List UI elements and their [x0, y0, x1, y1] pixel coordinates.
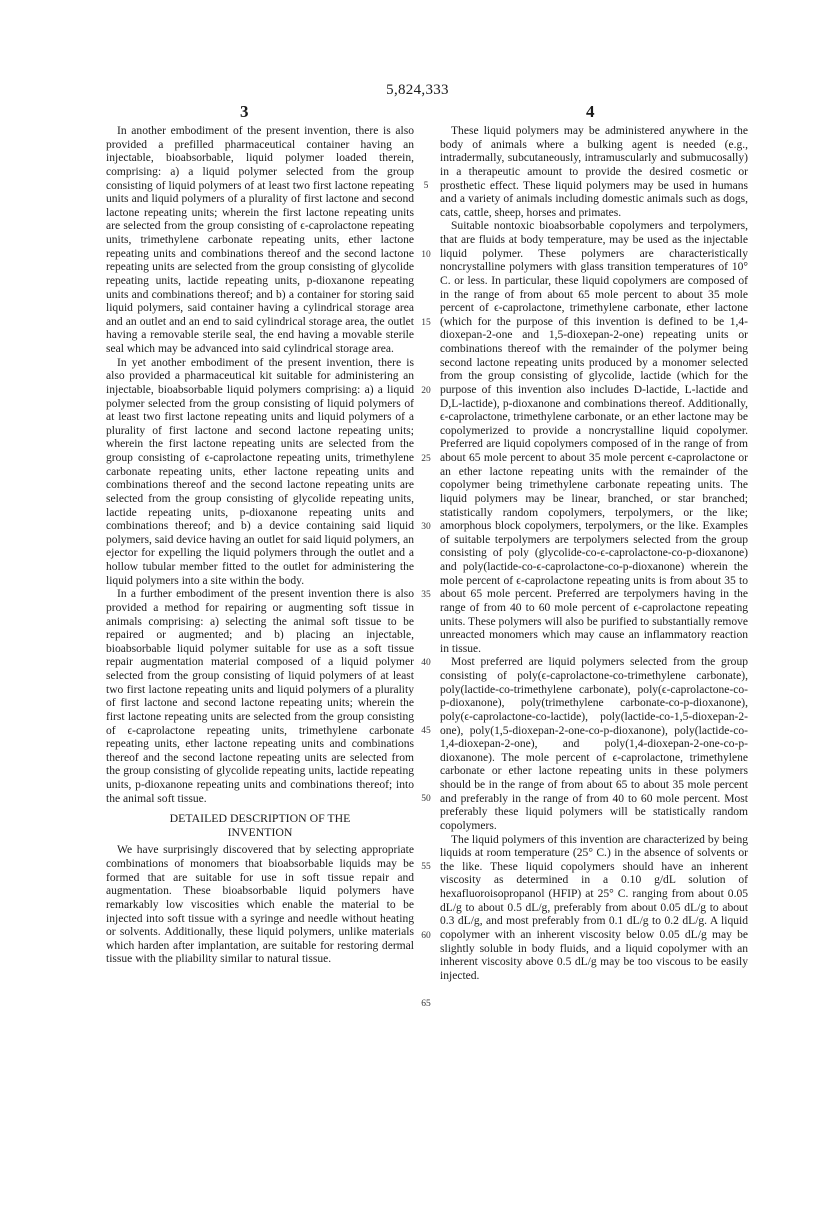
left-column: [106, 125, 414, 967]
heading-line: INVENTION: [227, 824, 293, 839]
line-number: 20: [421, 385, 431, 396]
paragraph: Most preferred are liquid polymers selected from the group consisting of poly(ϵ-caprolactone-co-trimethylene carbonate), poly(lactide-co-trimethylene carbonate), poly(ϵ-caprolactone-co-p-dioxanone), poly(trimethylene carbonate-co-p-dioxanone), poly(ϵ-caprolactone-co-lactide), poly(lactide-co-1,5-dioxepan-2-one), poly(1,5-dioxepan-2-one-co-p-dioxanone), poly(lactide-co-1,4-dioxepan-2-one), and poly(1,4-dioxepan-2-one-co-p-dioxanone). The mole percent of ϵ-caprolactone, trimethylene carbonate or ether lactone repeating units in these polymers should be in the range of from about 65 to about 35 mole percent and preferably in the range of from 40 to 60 mole percent. Most preferably these liquid polymers will be statistically random copolymers.: [440, 656, 748, 832]
line-number: 40: [421, 658, 431, 669]
line-number: 10: [421, 249, 431, 260]
section-heading: [106, 812, 414, 839]
heading-line: DETAILED DESCRIPTION OF THE: [169, 811, 351, 826]
paragraph: In another embodiment of the present invention, there is also provided a prefilled pharmaceutical container having an injectable, bioabsorbable, liquid polymer loaded therein, comprising: a) a liquid polymer selected from the group consisting of liquid polymers of at least two first lactone repeating units and liquid polymers of a plurality of first lactone and second lactone repeating units; wherein the first lactone repeating units are selected from the group consisting of ϵ-caprolactone repeating units, trimethylene carbonate repeating units, ether lactone repeating units and combinations thereof and the second lactone repeating units are selected from the group consisting of glycolide repeating units, lactide repeating units, p-dioxanone repeating units and combinations thereof; and b) a container for storing said liquid polymers, said container having a cylindrical storage area and an outlet and an end to said cylindrical storage area, the outlet having a removable sterile seal, the end having a movable sterile seal which may be advanced into said cylindrical storage area.: [106, 125, 414, 355]
line-number: 55: [421, 862, 431, 873]
patent-number: 5,824,333: [386, 82, 449, 98]
line-number: 5: [423, 181, 429, 192]
line-number: 65: [421, 998, 431, 1009]
line-number: 35: [421, 590, 431, 601]
paragraph: We have surprisingly discovered that by selecting appropriate combinations of monomers that bioabsorbable liquids may be formed that are suitable for use in soft tissue repair and augmentation. These bioabsorbable liquid polymers have remarkably low viscosities which enable the material to be injected into soft tissue with a syringe and needle without heating or solvents. Additionally, these liquid polymers, unlike materials which harden after implantation, are suitable for restoring dermal tissue with the pliability similar to natural tissue.: [106, 844, 414, 966]
right-column: [440, 125, 748, 983]
line-number: 15: [421, 317, 431, 328]
paragraph: Suitable nontoxic bioabsorbable copolymers and terpolymers, that are fluids at body temperature, may be used as the injectable liquid polymer. These polymers are characteristically noncrystalline polymers with glass transition temperatures of 10° C. or less. In particular, these liquid copolymers are composed of in the range of from about 65 mole percent to about 35 mole percent of ϵ-caprolactone, trimethylene carbonate, ether lactone (which for the purpose of this invention is defined to be 1,4-dioxepan-2-one and 1,5-dioxepan-2-one) repeating units or combinations thereof with the remainder of the polymer being second lactone repeating units produced by a monomer selected from the group consisting of glycolide, lactide (which for the purpose of this invention also includes D-lactide, L-lactide and D,L-lactide), p-dioxanone and combinations thereof. Additionally, ϵ-caprolactone, trimethylene carbonate, or an ether lactone may be copolymerized to provide a noncrystalline liquid copolymer. Preferred are liquid copolymers composed of in the range of from about 65 mole percent to about 35 mole percent ϵ-caprolactone or an ether lactone repeating units with the remainder of the copolymer being trimethylene carbonate repeating units. The liquid polymers may be linear, branched, or star branched; statistically random copolymers, terpolymers, or the like; amorphous block copolymers, terpolymers, or the like. Examples of suitable terpolymers are terpolymers selected from the group consisting of poly (glycolide-co-ϵ-caprolactone-co-p-dioxanone) and poly(lactide-co-ϵ-caprolactone-co-p-dioxanone) wherein the mole percent of ϵ-caprolactone repeating units is from about 35 to about 65 mole percent. Preferred are terpolymers having in the range of from 40 to 60 mole percent of ϵ-caprolactone repeating units. These polymers will also be purified to substantially remove unreacted monomers which may cause an inflammatory reaction in tissue.: [440, 220, 748, 655]
line-number: 45: [421, 726, 431, 737]
column-number-left: 3: [240, 102, 249, 121]
paragraph: The liquid polymers of this invention are characterized by being liquids at room temperature (25° C.) in the absence of solvents or the like. These liquid copolymers should have an inherent viscosity as determined in a 0.10 g/dL solution of hexafluoroisopropanol (HFIP) at 25° C. ranging from about 0.05 dL/g to about 0.5 dL/g, preferably from about 0.05 dL/g to about 0.3 dL/g, and most preferably from 0.1 dL/g to 0.2 dL/g. A liquid copolymer with an inherent viscosity below 0.05 dL/g may be slightly soluble in body fluids, and a liquid copolymer with an inherent viscosity above 0.5 dL/g may be too viscous to be easily injected.: [440, 833, 748, 982]
line-number: 30: [421, 521, 431, 532]
paragraph: In a further embodiment of the present invention there is also provided a method for repairing or augmenting soft tissue in animals comprising: a) selecting the animal soft tissue to be repaired or augmented; and b) placing an injectable, bioabsorbable liquid polymer suitable for use as a soft tissue repair augmentation material composed of a liquid polymer selected from the group consisting of liquid polymers of at least two first lactone repeating units and liquid polymers of a plurality of first lactone and second lactone repeating units; wherein the first lactone repeating units are selected from the group consisting of ϵ-caprolactone repeating units, trimethylene carbonate repeating units, ether lactone repeating units and combinations thereof and the second lactone repeating units are selected from the group consisting of glycolide repeating units, lactide repeating units, p-dioxanone repeating units and combinations thereof; into the animal soft tissue.: [106, 588, 414, 805]
line-number: 50: [421, 794, 431, 805]
paragraph: These liquid polymers may be administered anywhere in the body of animals where a bulking agent is needed (e.g., intradermally, subcutaneously, intramuscularly and submucosally) in a therapeutic amount to provide the desired cosmetic or prosthetic effect. These liquid polymers may be used in humans and a variety of animals including domestic animals such as dogs, cats, cattle, sheep, horses and primates.: [440, 125, 748, 219]
line-number: 60: [421, 930, 431, 941]
line-number: 25: [421, 453, 431, 464]
column-number-right: 4: [586, 102, 595, 121]
paragraph: In yet another embodiment of the present invention, there is also provided a pharmaceutical kit suitable for administering an injectable, bioabsorbable liquid polymers comprising: a) a liquid polymer selected from the group consisting of liquid polymers of at least two first lactone repeating units and liquid polymers of a plurality of first lactone and second lactone repeating units; wherein the first lactone repeating units are selected from the group consisting of ϵ-caprolactone repeating units, trimethylene carbonate repeating units, ether lactone repeating units and combinations thereof and the second lactone repeating units are selected from the group consisting of glycolide repeating units, lactide repeating units, p-dioxanone repeating units and combinations thereof; and b) a device containing said liquid polymers, said device having an outlet for said liquid polymers, an ejector for expelling the liquid polymers through the outlet and a hollow tubular member fitted to the outlet for administering the liquid polymers into a site within the body.: [106, 356, 414, 587]
